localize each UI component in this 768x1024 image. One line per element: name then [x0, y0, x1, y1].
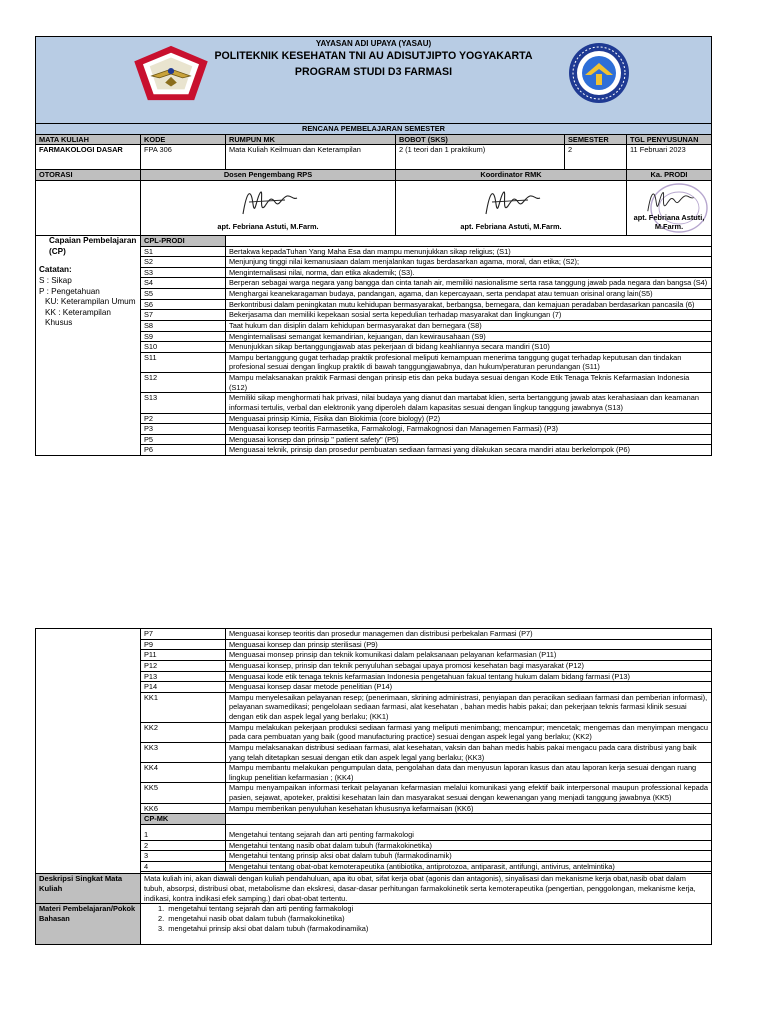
- cpl-text: Mampu melakukan pekerjaan produksi sediaan farmasi yang meliputi menimbang; mencampur; mencetak; mengemas dan menyimpan mengacu pada cara pembuatan yang baik (good manufacturing practice) sesuai dengan aspek legal yang berlaku; (KK2): [226, 722, 712, 742]
- cpl-code: S2: [141, 257, 226, 268]
- materials-item-text: mengetahui tentang sejarah dan arti penting farmakologi: [168, 904, 354, 914]
- cpmk-text: Mengetahui tentang prinsip aksi obat dalam tubuh (farmakodinamik): [226, 851, 712, 862]
- rps-page-2: [35, 628, 712, 945]
- cpl-code: S12: [141, 373, 226, 393]
- cpl-text: Taat hukum dan disiplin dalam kehidupan bermasyarakat dan bernegara (S8): [226, 320, 712, 331]
- cpl-text: Bertakwa kepadaTuhan Yang Maha Esa dan mampu menunjukkan sikap religius; (S1): [226, 246, 712, 257]
- cpl-text: Menguasai monsep prinsip dan teknik komunikasi dalam pelaksanaan pelayanan kefarmasian (P11): [226, 650, 712, 661]
- cpl-code: S11: [141, 352, 226, 372]
- cpl-code: S4: [141, 278, 226, 289]
- materials-item: 1. mengetahui tentang sejarah dan arti penting farmakologi: [158, 904, 354, 914]
- rps-title: RENCANA PEMBELAJARAN SEMESTER: [36, 124, 712, 135]
- materials-list: [141, 904, 712, 945]
- cpl-code: KK2: [141, 722, 226, 742]
- cpmk-code: 4: [141, 861, 226, 872]
- col-header-date: TGL PENYUSUNAN: [627, 134, 712, 145]
- cpmk-header: CP-MK: [141, 814, 226, 825]
- program-name: PROGRAM STUDI D3 FARMASI: [294, 66, 453, 79]
- note-item: S : Sikap: [39, 275, 72, 285]
- cpl-text: Menguasai konsep dan prinsip " patient safety" (P5): [226, 434, 712, 445]
- course-date: 11 Februari 2023: [627, 145, 712, 170]
- cpl-text: Mampu memberikan penyuluhan kesehatan khususnya kefarmaisan (KK6): [226, 803, 712, 814]
- signer-name-2: apt. Febriana Astuti, M.Farm.: [460, 222, 562, 232]
- cpl-text: Menguasai konsep teoritis dan prosedur managemen dan distribusi perbekalan Farmasi (P7): [226, 629, 712, 640]
- description-text: Mata kuliah ini, akan diawali dengan kuliah pendahuluan, apa itu obat, sifat kerja obat (agonis dan antagonis), sinyalisasi dan mekanisme kerja obat,nasib obat dalam tubuh, absorpsi, distribusi obat, metabolisme dan ekskresi, dasar-dasar perhitungan farmakokinetik serta kemoterapeutika (pengertian, penggolongan, mekanisme kerja, indikasi, kontra indikasi efek samping.) dari obat-obat tertentu.: [141, 874, 712, 904]
- materials-item-text: mengetahui nasib obat dalam tubuh (farmakokinetika): [168, 913, 345, 923]
- role-head-of-program: Ka. PRODI: [627, 170, 712, 181]
- col-header-semester: SEMESTER: [565, 134, 627, 145]
- materials-label: Materi Pembelajaran/Pokok Bahasan: [36, 904, 141, 945]
- cpl-code: P9: [141, 639, 226, 650]
- foundation-name: YAYASAN ADI UPAYA (YASAU): [315, 39, 432, 48]
- note-item: P : Pengetahuan: [39, 286, 100, 296]
- cpl-text: Menghargai keanekaragaman budaya, pandangan, agama, dan kepercayaan, serta pendapat atau temuan orisinal orang lain(S5): [226, 289, 712, 300]
- col-header-cluster: RUMPUN MK: [226, 134, 396, 145]
- authorization-empty-cell: [36, 180, 141, 235]
- authorization-label: OTORASI: [36, 170, 141, 181]
- cpl-code: S6: [141, 299, 226, 310]
- cpl-code: S1: [141, 246, 226, 257]
- cpl-text: Menginternalisasi semangat kemandirian, kejuangan, dan kewirausahaan (S9): [226, 331, 712, 342]
- cpl-header: CPL-PRODI: [141, 235, 226, 246]
- materials-item-text: mengetahui prinsip aksi obat dalam tubuh (farmakodinamika): [168, 923, 369, 933]
- note-item: KU: Keterampilan Umum: [45, 297, 136, 307]
- cpmk-text: Mengetahui tentang sejarah dan arti penting farmakologi: [226, 824, 712, 840]
- cpl-text: Menjunjung tinggi nilai kemanusiaan dalam menjalankan tugas berdasarkan agama, moral, dan etika; (S2);: [226, 257, 712, 268]
- institution-name: POLITEKNIK KESEHATAN TNI AU ADISUTJIPTO YOGYAKARTA: [214, 50, 533, 63]
- description-label: Deskripsi Singkat Mata Kuliah: [36, 874, 141, 904]
- notes-title: Catatan:: [39, 265, 72, 275]
- cpl-text: Mampu membantu melakukan pengumpulan data, pengolahan data dan menyusun laporan kasus dan atau laporan kerja sesuai dengan ruang lingkup penelitian kefarmasian ; (KK4): [226, 763, 712, 783]
- cpl-code: P11: [141, 650, 226, 661]
- col-header-code: KODE: [141, 134, 226, 145]
- role-rmk-coordinator: Koordinator RMK: [396, 170, 627, 181]
- cpl-code: KK3: [141, 742, 226, 762]
- cpl-code: P7: [141, 629, 226, 640]
- cpl-code: S5: [141, 289, 226, 300]
- course-code: FPA 306: [141, 145, 226, 170]
- course-cluster: Mata Kuliah Keilmuan dan Keterampilan: [226, 145, 396, 170]
- cpl-code: S3: [141, 267, 226, 278]
- poltekkes-seal-icon: [567, 41, 631, 105]
- cpmk-code: 3: [141, 851, 226, 862]
- cpmk-header-blank: [226, 814, 712, 825]
- cpmk-text: Mengetahui tentang obat-obat kemoterapeutika (antibiotika, antiprotozoa, antiparasit, antifungi, antivirus, antelmintika): [226, 861, 712, 872]
- cpmk-code: 2: [141, 840, 226, 851]
- cpl-text: Berperan sebagai warga negara yang bangga dan cinta tanah air, memiliki nasionalisme serta rasa tanggung jawab pada negara dan bangsa (S4): [226, 278, 712, 289]
- cpl-text: Menginternalisasi nilai, norma, dan etika akademik; (S3).: [226, 267, 712, 278]
- cpl-code: P2: [141, 413, 226, 424]
- signature-block-1: [141, 180, 396, 235]
- cpl-code: S9: [141, 331, 226, 342]
- course-semester: 2: [565, 145, 627, 170]
- signature-icon: [478, 184, 544, 220]
- signature-block-2: [396, 180, 627, 235]
- cpl-text: Mampu menyampaikan informasi terkait pelayanan kefarmasian melalui komunikasi yang efektif baik interpersonal maupun professional kepada pasien, sejawat, apoteker, praktisi kesehatan lain dan masyarakat sesuai dengan kewenangan yang menjadi tanggung jawabnya (KK5): [226, 783, 712, 803]
- cpl-text: Menguasai prinsip Kimia, Fisika dan Biokimia (core biology) (P2): [226, 413, 712, 424]
- cpl-text: Mampu bertanggung gugat terhadap praktik profesional meliputi kemampuan menerima tanggung gugat terhadap keputusan dan tindakan profesional sesuai dengan lingkup praktik di bawah tanggungjawabnya, dan hukum/peraturan perundangan (S11): [226, 352, 712, 372]
- rps-page-1: [35, 36, 712, 456]
- cpl-code: S8: [141, 320, 226, 331]
- materials-item: 2. mengetahui nasib obat dalam tubuh (farmakokinetika): [158, 913, 345, 923]
- cpl-code: KK1: [141, 692, 226, 722]
- cpl-code: P12: [141, 660, 226, 671]
- cpl-code: P6: [141, 445, 226, 456]
- cpl-text: Menguasai konsep, prinsip dan teknik penyuluhan sebagai upaya promosi kesehatan bagi masyarakat (P12): [226, 660, 712, 671]
- cpl-header-blank: [226, 235, 712, 246]
- cpl-code: KK4: [141, 763, 226, 783]
- materials-item: 3. mengetahui prinsip aksi obat dalam tubuh (farmakodinamika): [158, 923, 369, 933]
- cpl-code: P3: [141, 424, 226, 435]
- cpl-text: Menguasai konsep dasar metode penelitian (P14): [226, 682, 712, 693]
- role-rps-developer: Dosen Pengembang RPS: [141, 170, 396, 181]
- tni-au-emblem-icon: [132, 44, 210, 102]
- cpl-code: S7: [141, 310, 226, 321]
- cpl-code: S10: [141, 342, 226, 353]
- course-credits: 2 (1 teori dan 1 praktikum): [396, 145, 565, 170]
- cpl-code: P14: [141, 682, 226, 693]
- cpl-text: Mampu melaksanakan distribusi sediaan farmasi, alat kesehatan, vaksin dan bahan medis habis pakai mengacu pada cara distribusi yang baik yang telah ditetapkan sesuai dengan etik dan aspek legal yang berlaku; (KK3): [226, 742, 712, 762]
- cpl-code: KK6: [141, 803, 226, 814]
- outcomes-notes: [36, 235, 141, 455]
- cpl-text: Menunjukkan sikap bertanggungjawab atas pekerjaan di bidang keahliannya secara mandiri (S10): [226, 342, 712, 353]
- signer-name-3: apt. Febriana Astuti, M.Farm.: [633, 212, 705, 232]
- cpl-text: Menguasai teknik, prinsip dan prosedur pembuatan sediaan farmasi yang dilakukan secara mandiri atau berkelompok (P6): [226, 445, 712, 456]
- signer-name-1: apt. Febriana Astuti, M.Farm.: [217, 222, 319, 232]
- col-header-course: MATA KULIAH: [36, 134, 141, 145]
- outcomes-continuation-cell: [36, 629, 141, 874]
- col-header-credits: BOBOT (SKS): [396, 134, 565, 145]
- cpmk-code: 1: [141, 824, 226, 840]
- cpl-code: KK5: [141, 783, 226, 803]
- cpl-text: Menguasai konsep dan prinsip sterilisasi (P9): [226, 639, 712, 650]
- cpmk-text: Mengetahui tentang nasib obat dalam tubuh (farmakokinetika): [226, 840, 712, 851]
- cpl-text: Mampu menyelesaikan pelayanan resep; (penerimaan, skrining administrasi, penyiapan dan peracikan sediaan farmasi dan pemberian informasi), pelayanan swamedikasi; pengelolaan sediaan farmasi, alat kesehatan , bahan medis habis pakai; dan pekerjaan teknis farmasi klinik sesuai dengan etik dan aspek legal yang berlaku; (KK1): [226, 692, 712, 722]
- cpl-text: Berkontribusi dalam peningkatan mutu kehidupan bermasyarakat, berbangsa, bernegara, dan kemajuan peradaban berdasarkan pancasila (6): [226, 299, 712, 310]
- signature-icon: [235, 184, 301, 220]
- cpl-code: P13: [141, 671, 226, 682]
- note-item: KK : Keterampilan Khusus: [45, 307, 111, 328]
- cpl-text: Bekerjasama dan memiliki kepekaan sosial serta kepedulian terhadap masyarakat dan lingkungan (7): [226, 310, 712, 321]
- cpl-text: Menguasai kode etik tenaga teknis kefarmasian Indonesia pengetahuan fakual tentang hukum dalam bidang farmasi (P13): [226, 671, 712, 682]
- cpl-text: Menguasai konsep teoritis Farmasetika, Farmakologi, Farmakognosi dan Managemen Farmasi) (P3): [226, 424, 712, 435]
- cpl-text: Memiliki sikap menghormati hak privasi, nilai budaya yang dianut dan martabat klien, serta bertanggung jawab atas kerahasiaan dan keamanan informasi tertulis, verbal dan elektronik yang diperoleh dalam kapasitas sesuai dengan lingkup tanggung jawabnya (S13): [226, 393, 712, 413]
- outcomes-label: Capaian Pembelajaran (CP): [49, 235, 137, 256]
- cpl-code: S13: [141, 393, 226, 413]
- signature-block-3: [627, 180, 712, 235]
- cpl-text: Mampu melaksanakan praktik Farmasi dengan prinsip etis dan peka budaya sesuai dengan Kode Etik Tenaga Teknis Kefarmasian Indonesia (S12): [226, 373, 712, 393]
- cpl-row: [36, 629, 712, 640]
- course-name: FARMAKOLOGI DASAR: [36, 145, 141, 170]
- institution-header: [36, 37, 712, 124]
- cpl-code: P5: [141, 434, 226, 445]
